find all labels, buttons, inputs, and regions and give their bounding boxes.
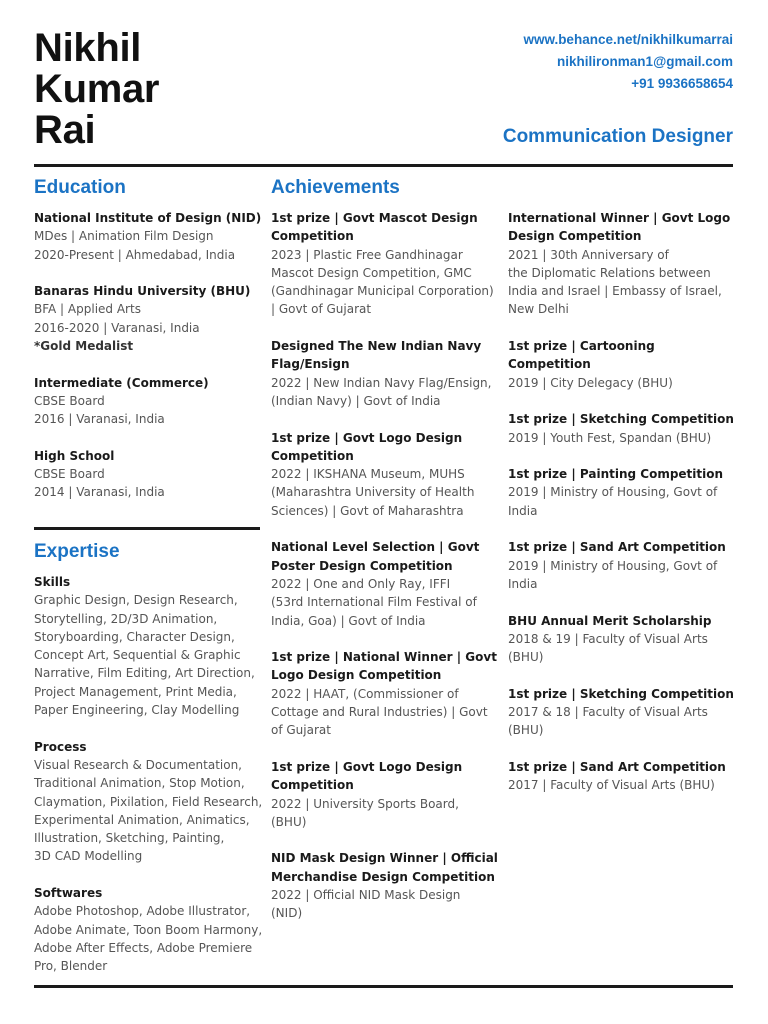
achievement-entry <box>508 758 740 795</box>
achievement-entry-detail: Mascot Design Competition, GMC <box>271 265 472 280</box>
expertise-heading: Expertise <box>34 541 120 562</box>
achievement-entry-title: 1st prize | National Winner | Govt <box>271 650 497 665</box>
achievement-entry-title: Competition <box>271 229 354 244</box>
achievement-entry <box>508 612 740 667</box>
achievement-entry <box>271 538 503 629</box>
expertise-entry-detail: Claymation, Pixilation, Field Research, <box>34 794 263 809</box>
education-entry-detail: CBSE Board <box>34 393 105 408</box>
expertise-entry-detail: Paper Engineering, Clay Modelling <box>34 703 240 718</box>
education-entry-detail: 2016 | Varanasi, India <box>34 412 165 427</box>
achievement-entry-title: Poster Design Competition <box>271 558 453 573</box>
expertise-entry <box>34 738 266 866</box>
achievement-entry-detail: India, Goa) | Govt of India <box>271 613 426 628</box>
education-entry-title: Banaras Hindu University (BHU) <box>34 284 251 299</box>
expertise-entry <box>34 573 266 719</box>
achievement-entry <box>271 648 503 739</box>
achievement-entry <box>508 410 740 447</box>
achievement-entry <box>508 465 740 520</box>
achievement-entry-title: Merchandise Design Competition <box>271 869 495 884</box>
achievement-entry-detail: (Indian Navy) | Govt of India <box>271 393 441 408</box>
expertise-entry-title: Process <box>34 739 87 754</box>
achievement-entry-title: Designed The New Indian Navy <box>271 339 482 354</box>
top-divider <box>34 164 733 167</box>
bottom-divider <box>34 985 733 988</box>
achievement-entry <box>508 538 740 593</box>
expertise-entry-detail: Graphic Design, Design Research, <box>34 593 238 608</box>
achievement-entry-detail: | Govt of Gujarat <box>271 302 372 317</box>
achievement-entry-title: 1st prize | Sand Art Competition <box>508 759 726 774</box>
expertise-entry-detail: Storyboarding, Character Design, <box>34 629 235 644</box>
expertise-entry <box>34 884 266 975</box>
achievement-entry-title: 1st prize | Govt Logo Design <box>271 759 463 774</box>
behance-link[interactable]: www.behance.net/nikhilkumarrai <box>523 32 733 47</box>
achievement-entry <box>508 209 740 319</box>
expertise-entry-detail: Adobe After Effects, Adobe Premiere <box>34 940 253 955</box>
expertise-entry-detail: Storytelling, 2D/3D Animation, <box>34 611 218 626</box>
achievement-entry-detail: 2018 & 19 | Faculty of Visual Arts <box>508 631 708 646</box>
achievement-entry-detail: 2022 | IKSHANA Museum, MUHS <box>271 467 465 482</box>
achievement-entry-detail: New Delhi <box>508 302 569 317</box>
achievement-entry-detail: of Gujarat <box>271 723 331 738</box>
expertise-entry-detail: Adobe Animate, Toon Boom Harmony, <box>34 922 263 937</box>
achievement-entry-detail: India <box>508 503 538 518</box>
education-entry <box>34 447 266 502</box>
achievement-entry-title: National Level Selection | Govt <box>271 540 480 555</box>
education-entry <box>34 374 266 429</box>
achievement-entry-title: 1st prize | Painting Competition <box>508 467 724 482</box>
education-entry-title: Intermediate (Commerce) <box>34 375 209 390</box>
expertise-entry-title: Skills <box>34 575 71 589</box>
email-link[interactable]: nikhilironman1@gmail.com <box>557 54 733 69</box>
expertise-entry-detail: Illustration, Sketching, Painting, <box>34 831 225 846</box>
contact-block <box>523 29 733 95</box>
achievement-entry-title: International Winner | Govt Logo <box>508 211 731 225</box>
achievement-entry <box>271 849 503 922</box>
education-heading: Education <box>34 177 126 198</box>
education-entry-detail: 2014 | Varanasi, India <box>34 485 165 500</box>
expertise-entry-detail: Narrative, Film Editing, Art Direction, <box>34 666 255 681</box>
expertise-entry-detail: Pro, Blender <box>34 959 108 974</box>
education-entry-detail: CBSE Board <box>34 467 105 482</box>
achievement-entry-detail: Sciences) | Govt of Maharashtra <box>271 503 464 518</box>
education-entry-detail: 2020-Present | Ahmedabad, India <box>34 247 236 262</box>
achievement-entry-title: 1st prize | Sketching Competition <box>508 412 734 427</box>
achievement-entry-title: Flag/Ensign <box>271 357 350 372</box>
achievement-entry-detail: (53rd International Film Festival of <box>271 595 477 610</box>
expertise-entry-detail: Concept Art, Sequential & Graphic <box>34 648 241 663</box>
expertise-entry-detail: Experimental Animation, Animatics, <box>34 812 250 827</box>
expertise-list <box>34 573 266 994</box>
achievement-entry-detail: 2022 | New Indian Navy Flag/Ensign, <box>271 375 492 390</box>
achievement-entry-title: Competition <box>271 448 354 463</box>
expertise-entry-detail: Visual Research & Documentation, <box>34 757 242 772</box>
achievement-entry-title: Logo Design Competition <box>271 668 442 683</box>
achievement-entry-detail: 2017 & 18 | Faculty of Visual Arts <box>508 705 708 720</box>
achievement-entry-detail: 2023 | Plastic Free Gandhinagar <box>271 247 463 262</box>
achievement-entry-detail: (BHU) <box>508 723 544 738</box>
achievement-entry-title: Design Competition <box>508 229 642 244</box>
expertise-entry-detail: Adobe Photoshop, Adobe Illustrator, <box>34 904 251 919</box>
achievement-entry-detail: (BHU) <box>271 814 307 829</box>
achievement-entry-detail: (Maharashtra University of Health <box>271 485 475 500</box>
education-entry-detail: 2016-2020 | Varanasi, India <box>34 320 200 335</box>
achievement-entry <box>271 337 503 410</box>
achievement-entry-detail: (Gandhinagar Municipal Corporation) <box>271 284 494 299</box>
candidate-name <box>34 28 159 151</box>
education-entry <box>34 209 266 264</box>
achievements-heading: Achievements <box>271 177 400 198</box>
education-entry-title: National Institute of Design (NID) <box>34 211 262 225</box>
achievements-column-2 <box>508 209 740 813</box>
achievement-entry-detail: India <box>508 576 538 591</box>
achievement-entry-detail: 2022 | University Sports Board, <box>271 796 459 811</box>
job-title: Communication Designer <box>502 126 733 147</box>
name-line-1: Nikhil <box>34 26 142 70</box>
achievement-entry-detail: 2022 | One and Only Ray, IFFI <box>271 576 451 591</box>
expertise-entry-title: Softwares <box>34 886 103 901</box>
achievement-entry <box>271 429 503 520</box>
achievement-entry-detail: (NID) <box>271 906 303 921</box>
education-list <box>34 209 266 520</box>
achievement-entry-detail: India and Israel | Embassy of Israel, <box>508 284 722 299</box>
education-entry-detail: BFA | Applied Arts <box>34 302 141 317</box>
achievement-entry <box>271 758 503 831</box>
education-divider <box>34 527 260 530</box>
achievement-entry-title: 1st prize | Sand Art Competition <box>508 540 726 555</box>
education-entry-detail: *Gold Medalist <box>34 339 134 354</box>
achievement-entry-title: Competition <box>271 778 354 793</box>
achievement-entry-detail: 2017 | Faculty of Visual Arts (BHU) <box>508 778 715 793</box>
achievement-entry-detail: (BHU) <box>508 650 544 665</box>
expertise-entry-detail: Traditional Animation, Stop Motion, <box>34 776 245 791</box>
achievement-entry-detail: 2019 | City Delegacy (BHU) <box>508 375 673 390</box>
name-line-2: Kumar <box>34 67 160 111</box>
achievement-entry <box>508 685 740 740</box>
achievement-entry-title: 1st prize | Cartooning Competition <box>508 339 655 372</box>
achievement-entry-title: 1st prize | Govt Logo Design <box>271 430 463 445</box>
achievements-column-1 <box>271 209 503 941</box>
education-entry-title: High School <box>34 448 115 463</box>
achievement-entry-detail: 2022 | HAAT, (Commissioner of <box>271 686 459 701</box>
achievement-entry-detail: 2022 | Official NID Mask Design <box>271 887 461 902</box>
achievement-entry-title: 1st prize | Sketching Competition <box>508 686 734 701</box>
name-line-3: Rai <box>34 108 96 152</box>
achievement-entry <box>271 209 503 319</box>
education-entry <box>34 282 266 355</box>
education-entry-detail: MDes | Animation Film Design <box>34 229 214 244</box>
achievement-entry-detail: 2019 | Ministry of Housing, Govt of <box>508 485 718 500</box>
achievement-entry-title: BHU Annual Merit Scholarship <box>508 613 712 628</box>
expertise-entry-detail: Project Management, Print Media, <box>34 684 237 699</box>
achievement-entry-detail: 2019 | Ministry of Housing, Govt of <box>508 558 718 573</box>
achievement-entry-title: 1st prize | Govt Mascot Design <box>271 211 478 225</box>
phone-link[interactable]: +91 9936658654 <box>631 76 733 91</box>
achievement-entry <box>508 337 740 392</box>
expertise-entry-detail: 3D CAD Modelling <box>34 849 143 864</box>
achievement-entry-detail: 2019 | Youth Fest, Spandan (BHU) <box>508 430 712 445</box>
achievement-entry-title: NID Mask Design Winner | Official <box>271 851 498 866</box>
achievement-entry-detail: 2021 | 30th Anniversary of <box>508 247 669 262</box>
achievement-entry-detail: Cottage and Rural Industries) | Govt <box>271 705 488 720</box>
achievement-entry-detail: the Diplomatic Relations between <box>508 265 711 280</box>
